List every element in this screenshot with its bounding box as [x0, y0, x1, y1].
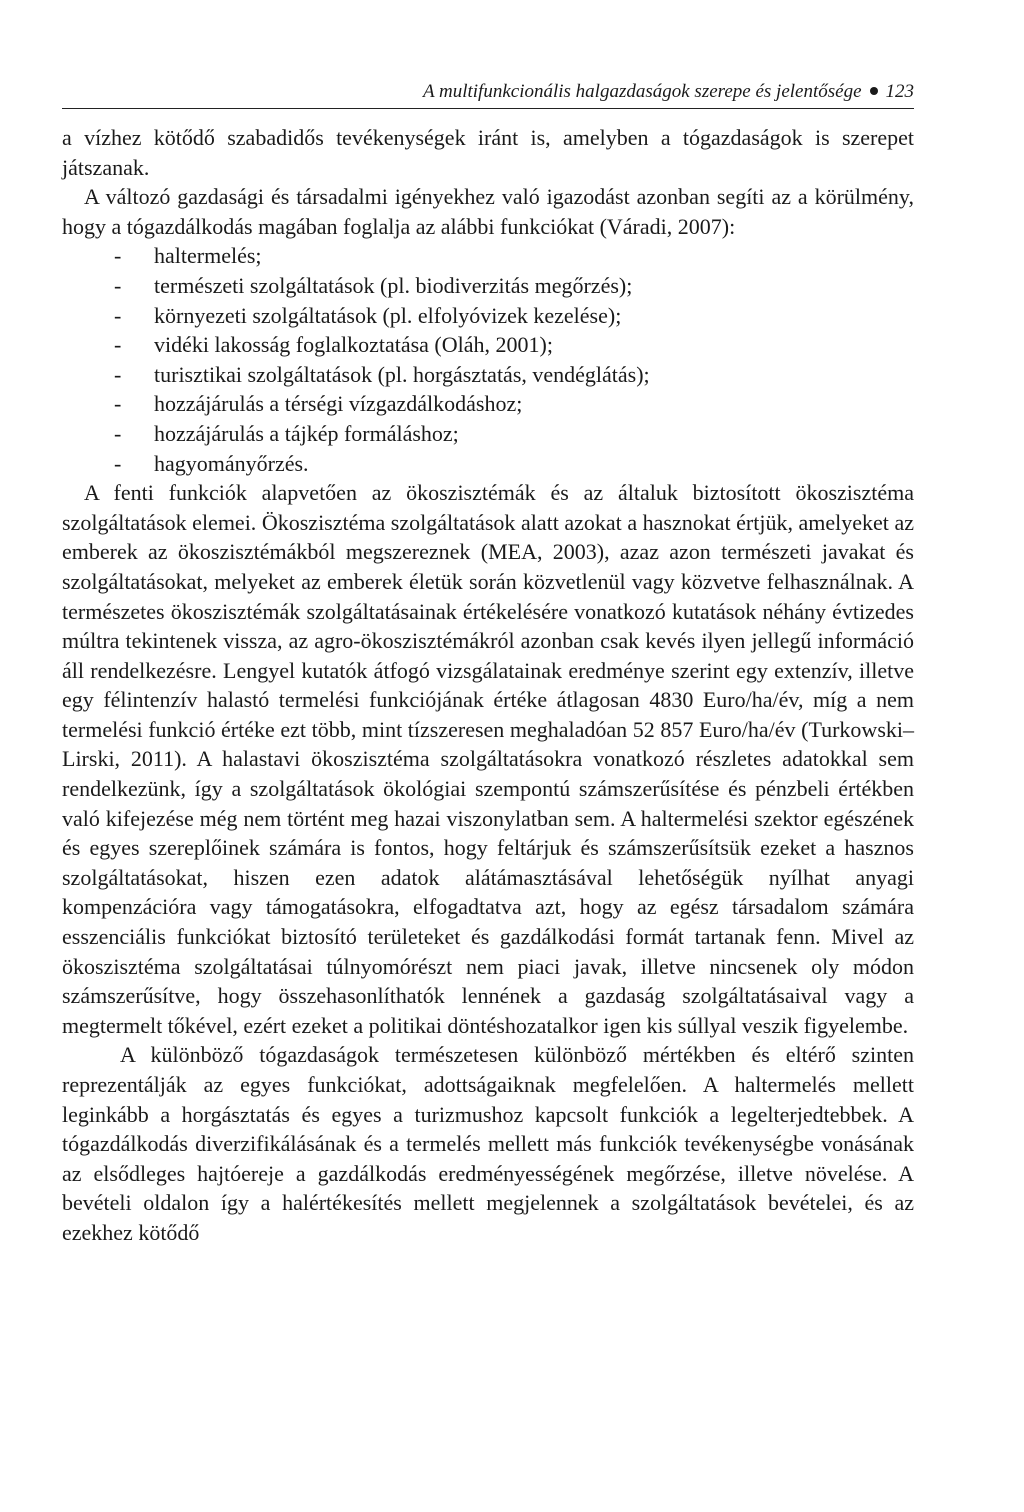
- list-item-text: hozzájárulás a térségi vízgazdálkodáshoz;: [154, 391, 523, 417]
- paragraph-ecosystem-services: A fenti funkciók alapvetően az ökoszisztémák és az általuk biztosított ökoszisztéma szolgáltatások elemei. Ökoszisztéma szolgáltatások alatt azokat a hasznokat értjük, amelyeket az emberek az ökoszisztémákból megszereznek (MEA, 2003), azaz azon természeti javakat és szolgáltatásokat, melyeket az emberek életük során közvetlenül vagy közvetve felhasználnak. A természetes ökoszisztémák szolgáltatásainak értékelésére vonatkozó kutatások néhány évtizedes múltra tekintenek vissza, az agro-ökoszisztémákról azonban csak kevés ilyen jellegű információ áll rendelkezésre. Lengyel kutatók átfogó vizsgálatainak eredménye szerint egy extenzív, illetve egy félintenzív halastó termelési funkciójának értéke átlagosan 4830 Euro/ha/év, míg a nem termelési funkció értéke ezt több, mint tízszeresen meghaladóan 52 857 Euro/ha/év (Turkowski–Lirski, 2011). A halastavi ökoszisztéma szolgáltatásokra vonatkozó részletes adatokkal sem rendelkezünk, így a szolgáltatások ökológiai szempontú számszerűsítése és pénzbeli értékben való kifejezése még nem történt meg hazai viszonylatban sem. A haltermelési szektor egészének és egyes szereplőinek számára is fontos, hogy feltárjuk és számszerűsítsük ezeket a hasznos szolgáltatásokat, hiszen ezen adatok alátámasztásával lehetőségük nyílhat anyagi kompenzációra vagy támogatásokra, elfogadtatva azt, hogy az egész társadalom számára esszenciális funkciókat biztosító területeket és gazdálkodási formát tartanak fenn. Mivel az ökoszisztéma szolgáltatásai túlnyomórészt nem piaci javak, illetve nincsenek oly módon számszerűsítve, hogy összehasonlíthatók lennének a gazdaság szolgáltatásaival vagy a megtermelt tőkével, ezért ezeket a politikai döntéshozatalkor igen kis súllyal veszik figyelembe.: [62, 480, 914, 1038]
- dash-marker: -: [114, 332, 122, 358]
- page-number: 123: [885, 81, 914, 102]
- dash-marker: -: [114, 243, 122, 269]
- list-item-text: vidéki lakosság foglalkoztatása (Oláh, 2001);: [154, 332, 553, 358]
- list-item-text: turisztikai szolgáltatások (pl. horgásztatás, vendéglátás);: [154, 361, 650, 387]
- list-item: [62, 360, 914, 390]
- list-item: [62, 389, 914, 419]
- list-item: [62, 419, 914, 449]
- list-item: [62, 301, 914, 331]
- paragraph-functions-intro: A változó gazdasági és társadalmi igényekhez való igazodást azonban segíti az a körülmény, hogy a tógazdálkodás magában foglalja az alábbi funkciókat (Váradi, 2007):: [62, 184, 914, 239]
- running-header: [62, 80, 914, 109]
- list-item-text: természeti szolgáltatások (pl. biodiverzitás megőrzés);: [154, 272, 633, 298]
- dash-marker: -: [114, 272, 122, 298]
- page-body: [62, 123, 914, 1248]
- list-item-text: környezeti szolgáltatások (pl. elfolyóvizek kezelése);: [154, 302, 622, 328]
- dash-marker: -: [114, 361, 122, 387]
- dash-marker: -: [114, 391, 122, 417]
- dash-marker: -: [114, 450, 122, 476]
- list-item: [62, 271, 914, 301]
- dash-marker: -: [114, 302, 122, 328]
- list-item: [62, 330, 914, 360]
- list-item-text: haltermelés;: [154, 243, 262, 269]
- running-title: A multifunkcionális halgazdaságok szerepe és jelentősége: [422, 81, 862, 102]
- list-item-text: hozzájárulás a tájkép formáláshoz;: [154, 420, 459, 446]
- bullet-icon: [870, 87, 878, 95]
- functions-list: [62, 241, 914, 478]
- list-item-text: hagyományőrzés.: [154, 450, 309, 476]
- paragraph-continuation: a vízhez kötődő szabadidős tevékenységek iránt is, amelyben a tógazdaságok is szerepet játszanak.: [62, 125, 914, 180]
- list-item: [62, 241, 914, 271]
- paragraph-fish-farm-functions: A különböző tógazdaságok természetesen különböző mértékben és eltérő szinten reprezentálják az egyes funkciókat, adottságaiknak megfelelően. A haltermelés mellett leginkább a horgásztatás és egyes a turizmushoz kapcsolt funkciók a legelterjedtebbek. A tógazdálkodás diverzifikálásának és a termelés mellett más funkciók tevékenységbe vonásának az elsődleges hajtóereje a gazdálkodás eredményességének megőrzése, illetve növelése. A bevételi oldalon így a halértékesítés mellett megjelennek a szolgáltatások bevételei, és az ezekhez kötődő: [62, 1042, 914, 1245]
- list-item: [62, 449, 914, 479]
- dash-marker: -: [114, 420, 122, 446]
- book-page: [62, 80, 914, 1248]
